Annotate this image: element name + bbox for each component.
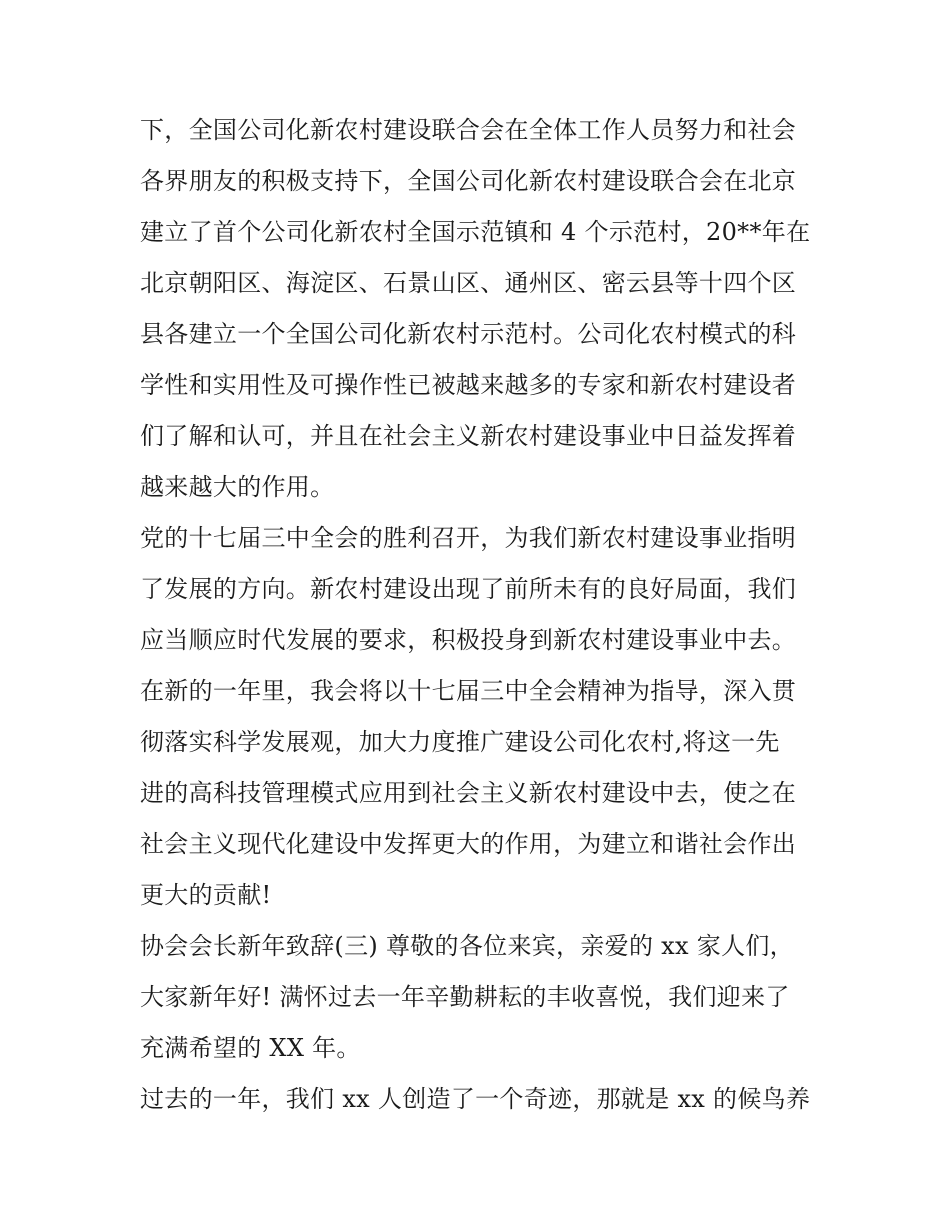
text-line: 进的高科技管理模式应用到社会主义新农村建设中去，使之在 — [140, 779, 797, 807]
text-line: 彻落实科学发展观，加大力度推广建设公司化农村,将这一先 — [140, 728, 780, 756]
text-line: 各界朋友的积极支持下，全国公司化新农村建设联合会在北京 — [140, 167, 797, 195]
text-line: 更大的贡献! — [140, 881, 272, 909]
text-line: 学性和实用性及可操作性已被越来越多的专家和新农村建设者 — [140, 371, 797, 399]
text-line: 充满希望的 XX 年。 — [140, 1034, 361, 1062]
text-line: 应当顺应时代发展的要求，积极投身到新农村建设事业中去。 — [140, 626, 797, 654]
text-line: 下，全国公司化新农村建设联合会在全体工作人员努力和社会 — [140, 116, 797, 144]
text-line: 了发展的方向。新农村建设出现了前所未有的良好局面，我们 — [140, 575, 797, 603]
text-line: 建立了首个公司化新农村全国示范镇和 4 个示范村，20**年在 — [140, 218, 811, 246]
text-line: 党的十七届三中全会的胜利召开，为我们新农村建设事业指明 — [140, 524, 797, 552]
text-line: 大家新年好! 满怀过去一年辛勤耕耘的丰收喜悦，我们迎来了 — [140, 983, 790, 1011]
text-line: 社会主义现代化建设中发挥更大的作用，为建立和谐社会作出 — [140, 830, 797, 858]
text-line: 在新的一年里，我会将以十七届三中全会精神为指导，深入贯 — [140, 677, 797, 705]
text-line: 北京朝阳区、海淀区、石景山区、通州区、密云县等十四个区 — [140, 269, 797, 297]
text-line: 过去的一年，我们 xx 人创造了一个奇迹，那就是 xx 的候鸟养 — [140, 1085, 811, 1113]
text-line: 协会会长新年致辞(三) 尊敬的各位来宾，亲爱的 xx 家人们， — [140, 932, 794, 960]
text-line: 越来越大的作用。 — [140, 473, 335, 501]
text-line: 们了解和认可，并且在社会主义新农村建设事业中日益发挥着 — [140, 422, 797, 450]
text-line: 县各建立一个全国公司化新农村示范村。公司化农村模式的科 — [140, 320, 797, 348]
